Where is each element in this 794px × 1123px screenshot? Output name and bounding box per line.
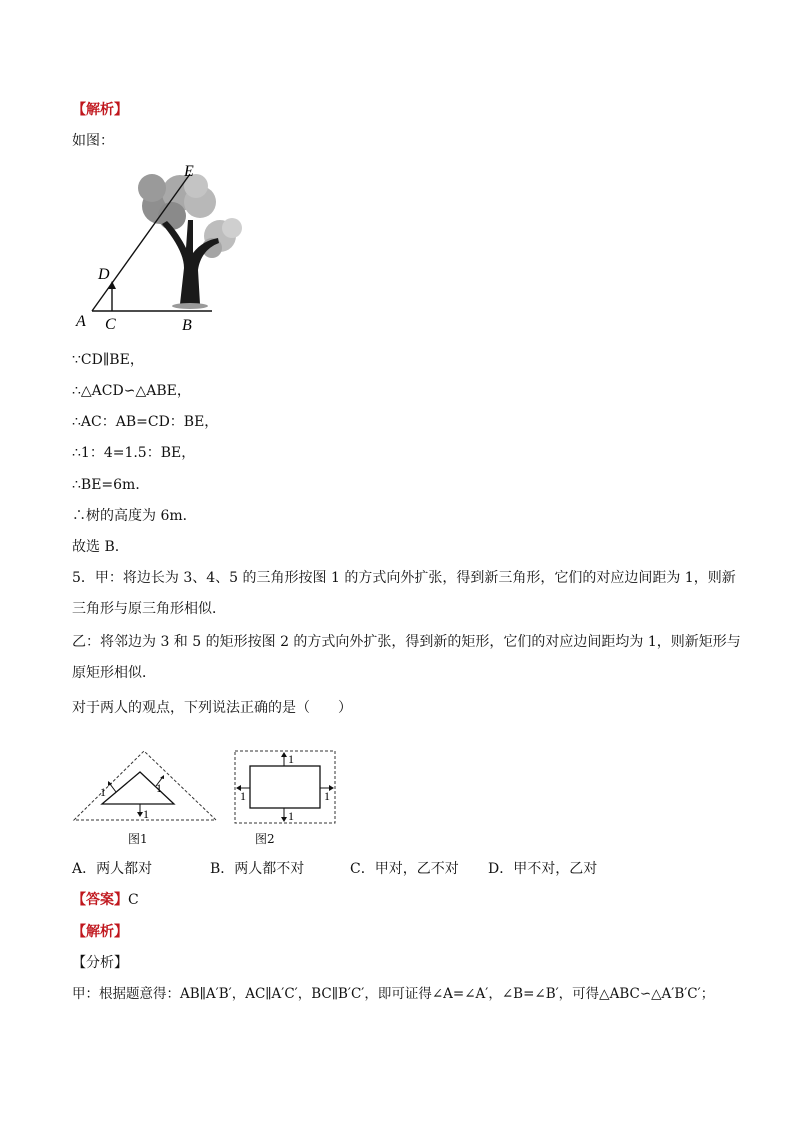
arrow-left [110,784,116,792]
q5-line-2: 三角形与原三角形相似． [72,601,226,617]
figure-2-caption: 图2 [255,832,275,846]
option-c: C．甲对，乙不对 [350,861,459,877]
label-b: B [182,317,192,334]
arrowhead-right [160,775,164,779]
analysis-heading: 【解析】 [72,102,128,118]
step-7: 故选 B. [72,539,120,555]
as-shown-label: 如图： [72,133,114,149]
label-e: E [184,163,194,180]
option-a: A．两人都对 [72,861,153,877]
step-1: ∵CD∥BE， [72,352,144,368]
label-a: A [76,313,86,330]
step-4: ∴1：4=1.5：BE， [72,445,196,461]
label-d: D [98,266,110,283]
answer-value: C [128,892,139,908]
arrowhead-bottom [281,817,287,822]
analysis-subheading: 【分析】 [72,955,128,971]
figure-1-triangle [70,748,220,826]
label-c: C [105,316,116,333]
figure-1-caption: 图1 [128,832,148,846]
answer-heading: 【答案】 [72,892,128,908]
fig2-label-left: 1 [240,789,246,803]
tree-base [172,303,208,309]
option-b: B．两人都不对 [210,861,305,877]
q5-line-3: 乙：将邻边为 3 和 5 的矩形按图 2 的方式向外扩张，得到新的矩形，它们的对应边间距均为 1，则新矩形与 [72,634,741,650]
fig1-label-right: 1 [156,781,162,795]
fig1-label-bottom: 1 [143,807,149,821]
fig2-label-top: 1 [288,752,294,766]
tree-figure [72,158,242,336]
analysis-heading-2: 【解析】 [72,924,128,940]
fig2-label-right: 1 [324,789,330,803]
jia-explanation: 甲：根据题意得：AB∥A′B′，AC∥A′C′，BC∥B′C′，即可证得∠A=∠A′，∠B=∠B′，可得△ABC∽△A′B′C′； [72,986,715,1002]
q5-question: 对于两人的观点，下列说法正确的是（ ） [72,700,352,716]
step-3: ∴AC：AB=CD：BE， [72,414,219,430]
step-2: ∴△ACD∽△ABE， [72,383,191,399]
q5-line-1: 5．甲：将边长为 3、4、5 的三角形按图 1 的方式向外扩张，得到新三角形，它们的对应边间距为 1，则新 [72,570,736,586]
step-6: ∴树的高度为 6m． [72,508,197,524]
inner-rectangle [250,766,320,808]
arrowhead-top [281,752,287,757]
figure-2-rectangle [232,748,338,826]
fig2-label-bottom: 1 [288,809,294,823]
step-5: ∴BE=6m． [72,477,150,493]
answer-options [72,859,597,879]
fig1-label-left: 1 [100,785,106,799]
answer-line [72,890,139,910]
q5-line-4: 原矩形相似． [72,665,156,681]
option-d: D．甲不对，乙对 [488,861,598,877]
